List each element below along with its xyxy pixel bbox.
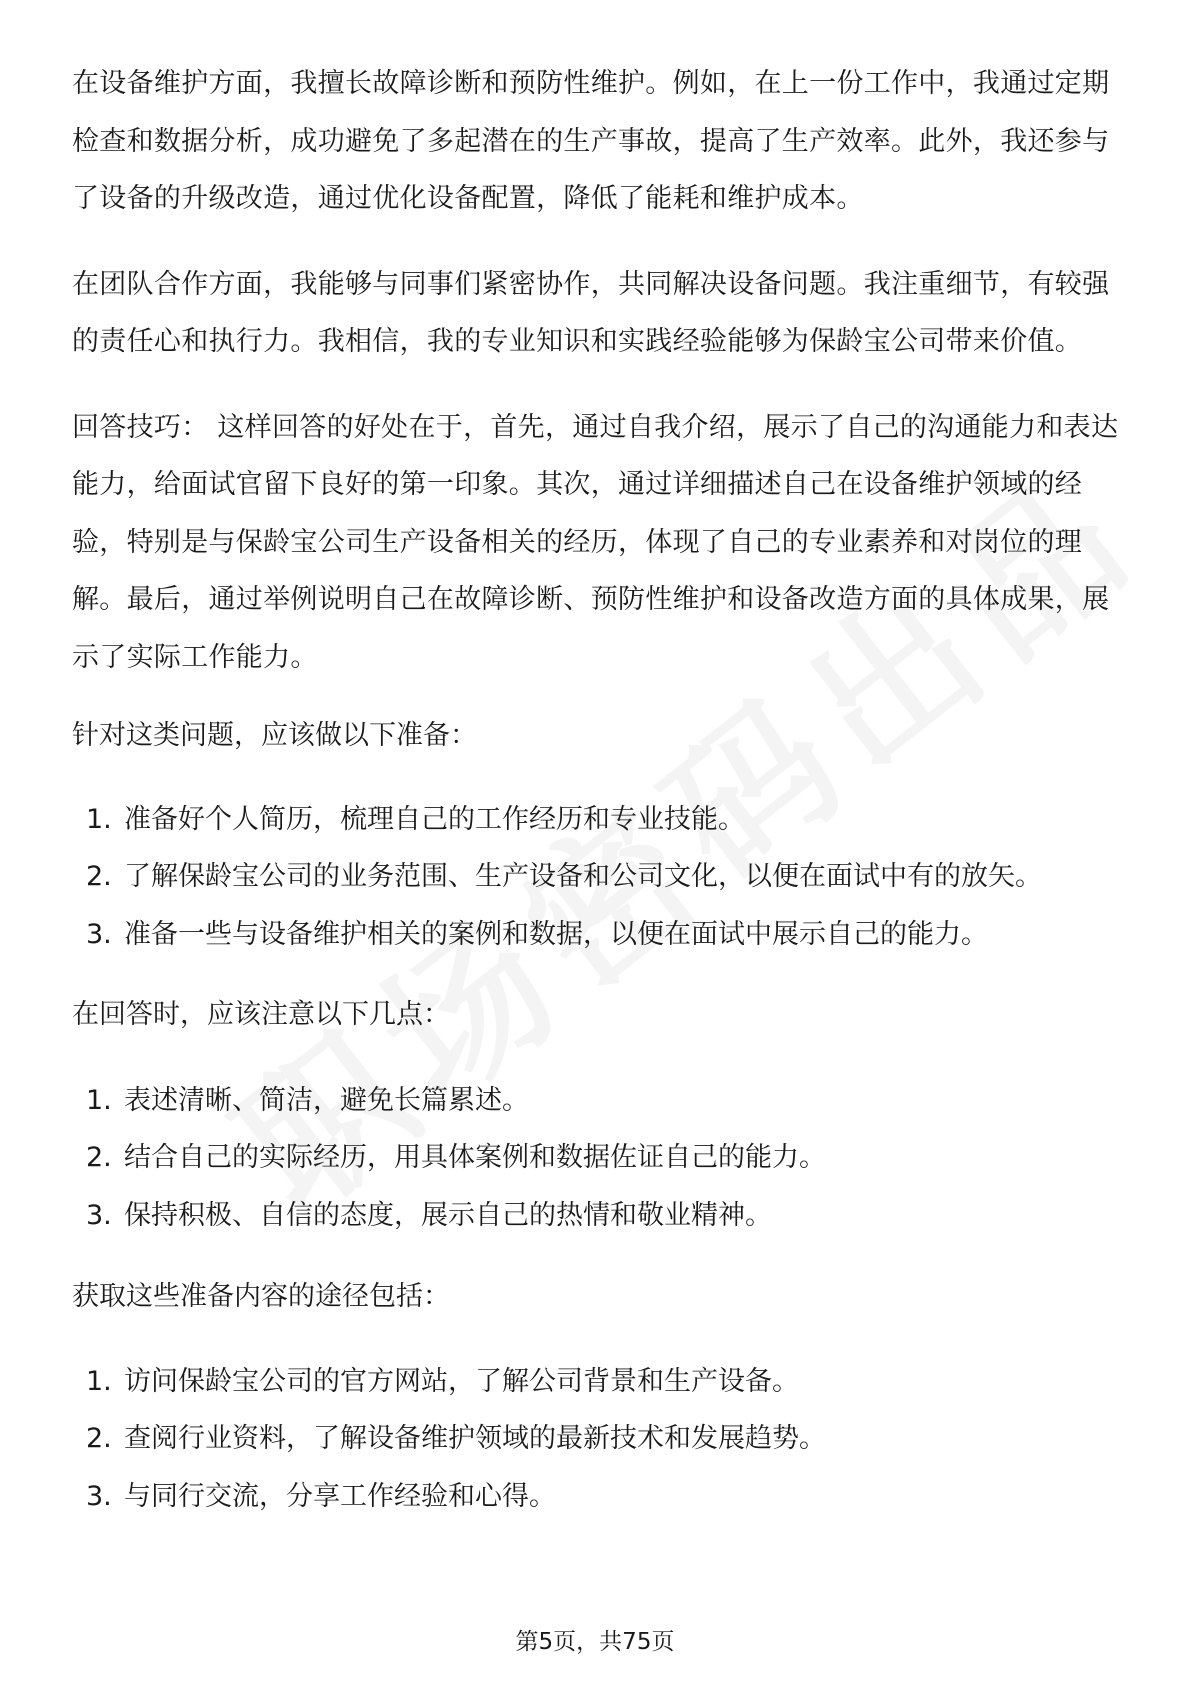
section-heading-answer-notes: 在回答时，应该注意以下几点： <box>72 999 450 1030</box>
list-item-text: 保持积极、自信的态度，展示自己的热情和敬业精神。 <box>124 1199 772 1231</box>
list-item <box>72 1410 1122 1468</box>
list-item-text: 准备一些与设备维护相关的案例和数据，以便在面试中展示自己的能力。 <box>124 918 988 950</box>
list-item-text: 结合自己的实际经历，用具体案例和数据佐证自己的能力。 <box>124 1142 826 1173</box>
section-heading-sources: 获取这些准备内容的途径包括： <box>72 1281 450 1312</box>
list-number: 2. <box>86 1142 112 1173</box>
list-number: 3. <box>86 918 112 950</box>
list-item-text: 访问保龄宝公司的官方网站，了解公司背景和生产设备。 <box>124 1365 799 1397</box>
list-item <box>72 1468 1122 1526</box>
list-item-text: 查阅行业资料，了解设备维护领域的最新技术和发展趋势。 <box>124 1423 826 1454</box>
list-item <box>72 1187 1122 1245</box>
list-number: 1. <box>86 1365 112 1397</box>
list-number: 2. <box>86 1423 112 1454</box>
list-number: 3. <box>86 1480 112 1512</box>
page-number: 第5页，共75页 <box>515 1629 675 1655</box>
document-body <box>72 55 1122 1525</box>
list-number: 1. <box>86 803 112 835</box>
list-item <box>72 1072 1122 1130</box>
list-item <box>72 848 1122 906</box>
answer-notes-list <box>72 1072 1122 1245</box>
list-item-text: 了解保龄宝公司的业务范围、生产设备和公司文化，以便在面试中有的放矢。 <box>124 861 1042 892</box>
section-heading-preparation: 针对这类问题，应该做以下准备： <box>72 720 477 751</box>
list-number: 3. <box>86 1199 112 1231</box>
paragraph-teamwork: 在团队合作方面，我能够与同事们紧密协作，共同解决设备问题。我注重细节，有较强的责任心和执行力。我相信，我的专业知识和实践经验能够为保龄宝公司带来价值。 <box>72 268 1110 357</box>
list-item <box>72 1353 1122 1411</box>
paragraph-equipment-maintenance: 在设备维护方面，我擅长故障诊断和预防性维护。例如，在上一份工作中，我通过定期检查和数据分析，成功避免了多起潜在的生产事故，提高了生产效率。此外，我还参与了设备的升级改造，通过优化设备配置，降低了能耗和维护成本。 <box>72 68 1110 214</box>
paragraph-answer-tips: 回答技巧： 这样回答的好处在于，首先，通过自我介绍，展示了自己的沟通能力和表达能力，给面试官留下良好的第一印象。其次，通过详细描述自己在设备维护领域的经验，特别是与保龄宝公司生产设备相关的经历，体现了自己的专业素养和对岗位的理解。最后，通过举例说明自己在故障诊断、预防性维护和设备改造方面的具体成果，展示了实际工作能力。 <box>72 411 1119 673</box>
preparation-list <box>72 791 1122 964</box>
list-item <box>72 1129 1122 1187</box>
list-item-text: 准备好个人简历，梳理自己的工作经历和专业技能。 <box>124 803 745 835</box>
list-number: 2. <box>86 861 112 892</box>
sources-list <box>72 1353 1122 1526</box>
list-item-text: 与同行交流，分享工作经验和心得。 <box>124 1480 556 1512</box>
list-item <box>72 791 1122 849</box>
list-item-text: 表述清晰、简洁，避免长篇累述。 <box>124 1084 529 1116</box>
list-item <box>72 906 1122 964</box>
list-number: 1. <box>86 1084 112 1116</box>
